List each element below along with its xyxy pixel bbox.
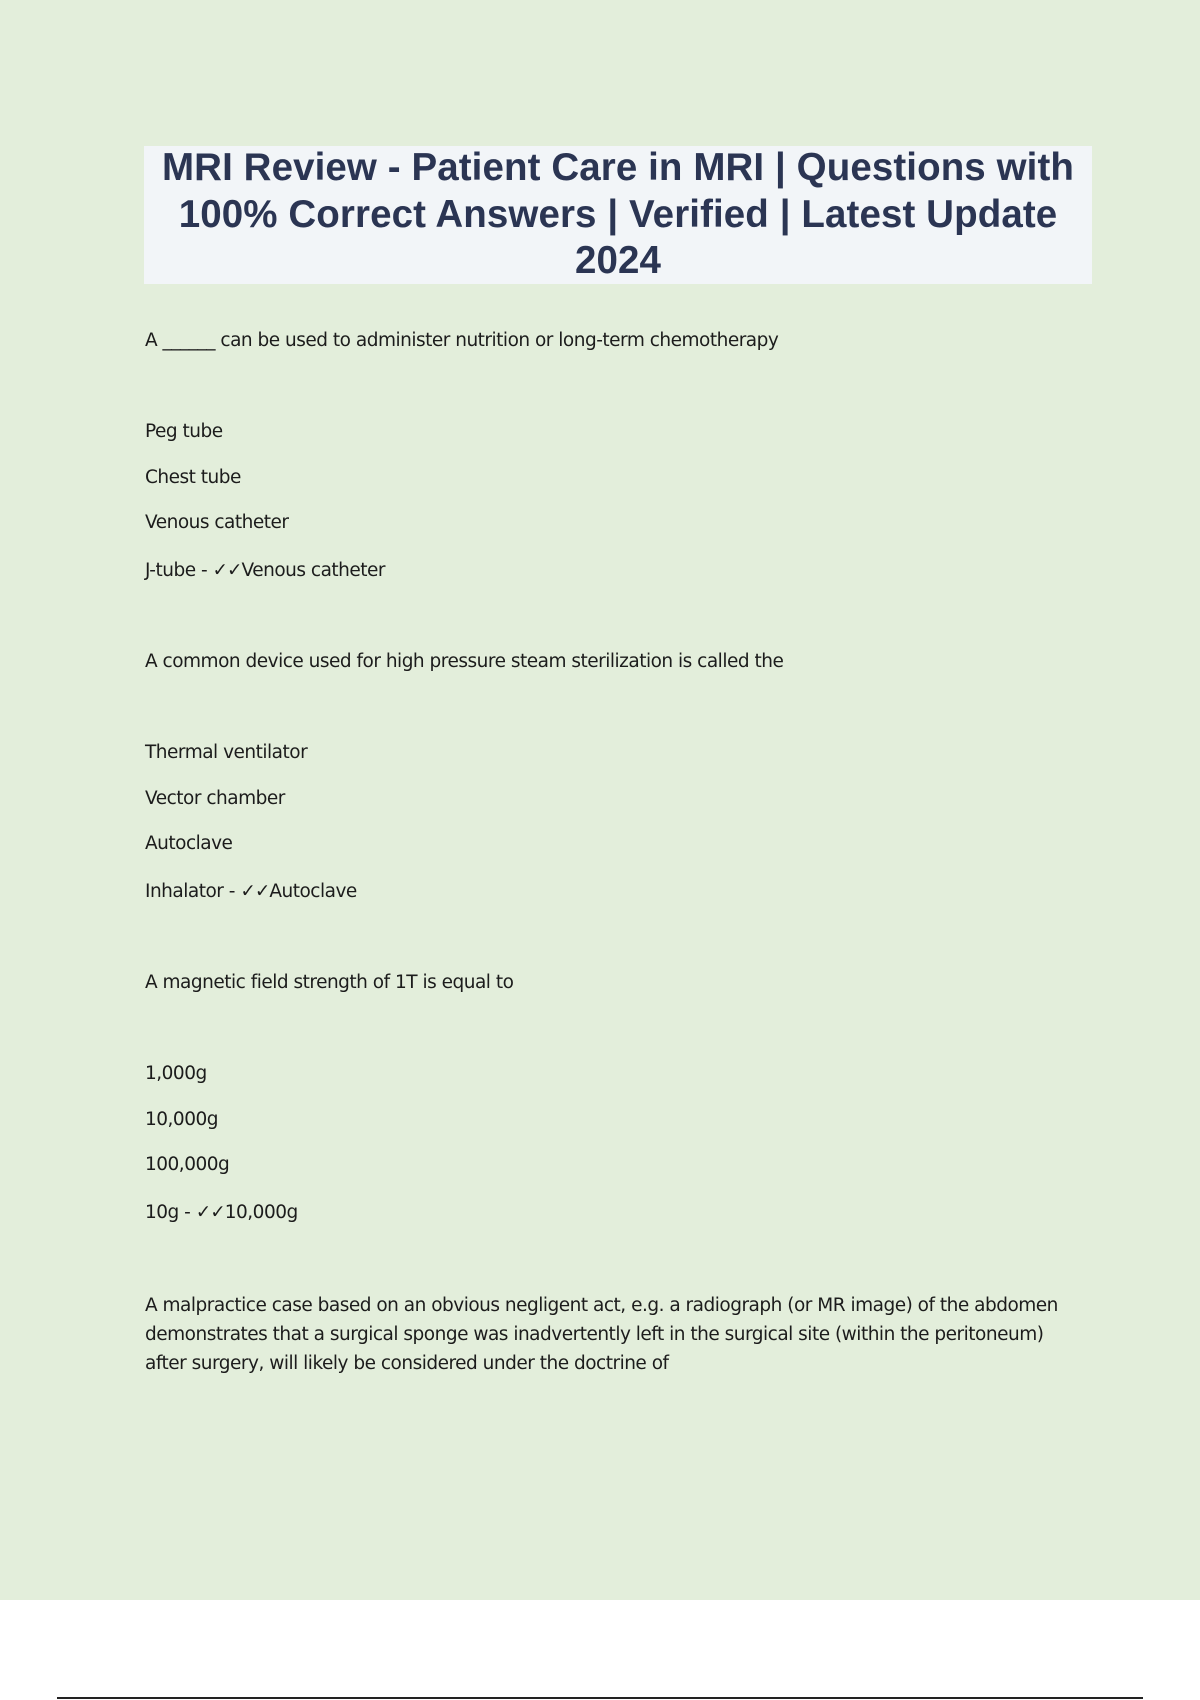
question-prompt: A ______ can be used to administer nutrition or long-term chemotherapy: [145, 330, 779, 351]
answer-option: Vector chamber: [145, 788, 285, 809]
answer-option: Peg tube: [145, 421, 223, 442]
footer-divider: [57, 1697, 1143, 1699]
answer-option: Thermal ventilator: [145, 742, 308, 763]
check-icon: ✓✓: [240, 881, 270, 902]
answer-option: 1,000g: [145, 1063, 207, 1084]
check-icon: ✓✓: [212, 560, 242, 581]
answer-option: Venous catheter: [145, 512, 289, 533]
check-icon: ✓✓: [195, 1202, 225, 1223]
question-prompt: A common device used for high pressure steam sterilization is called the: [145, 651, 784, 672]
answer-option: 10g -: [145, 1202, 196, 1223]
answer-option: Inhalator -: [145, 881, 241, 902]
question-prompt: A malpractice case based on an obvious negligent act, e.g. a radiograph (or MR image) of the abdomen demonstrates that a surgical sponge was inadvertently left in the surgical site (within the peritoneum) after surgery, will likely be considered under the doctrine of: [145, 1295, 1058, 1374]
question-prompt: A magnetic field strength of 1T is equal to: [145, 972, 514, 993]
answer-option: J-tube -: [145, 560, 213, 581]
answer-option: Autoclave: [145, 833, 233, 854]
answer-option: 10,000g: [145, 1109, 218, 1130]
answer-option-with-key: [145, 560, 385, 581]
answer-option-with-key: [145, 1202, 298, 1223]
answer-option: Chest tube: [145, 467, 241, 488]
correct-answer: Venous catheter: [241, 560, 386, 581]
correct-answer: 10,000g: [224, 1202, 298, 1223]
document-title: MRI Review - Patient Care in MRI | Questions with 100% Correct Answers | Verified | Latest Update 2024: [162, 146, 1074, 283]
answer-option: 100,000g: [145, 1154, 230, 1175]
answer-option-with-key: [145, 881, 357, 902]
correct-answer: Autoclave: [269, 881, 357, 902]
title-banner: [144, 146, 1092, 284]
